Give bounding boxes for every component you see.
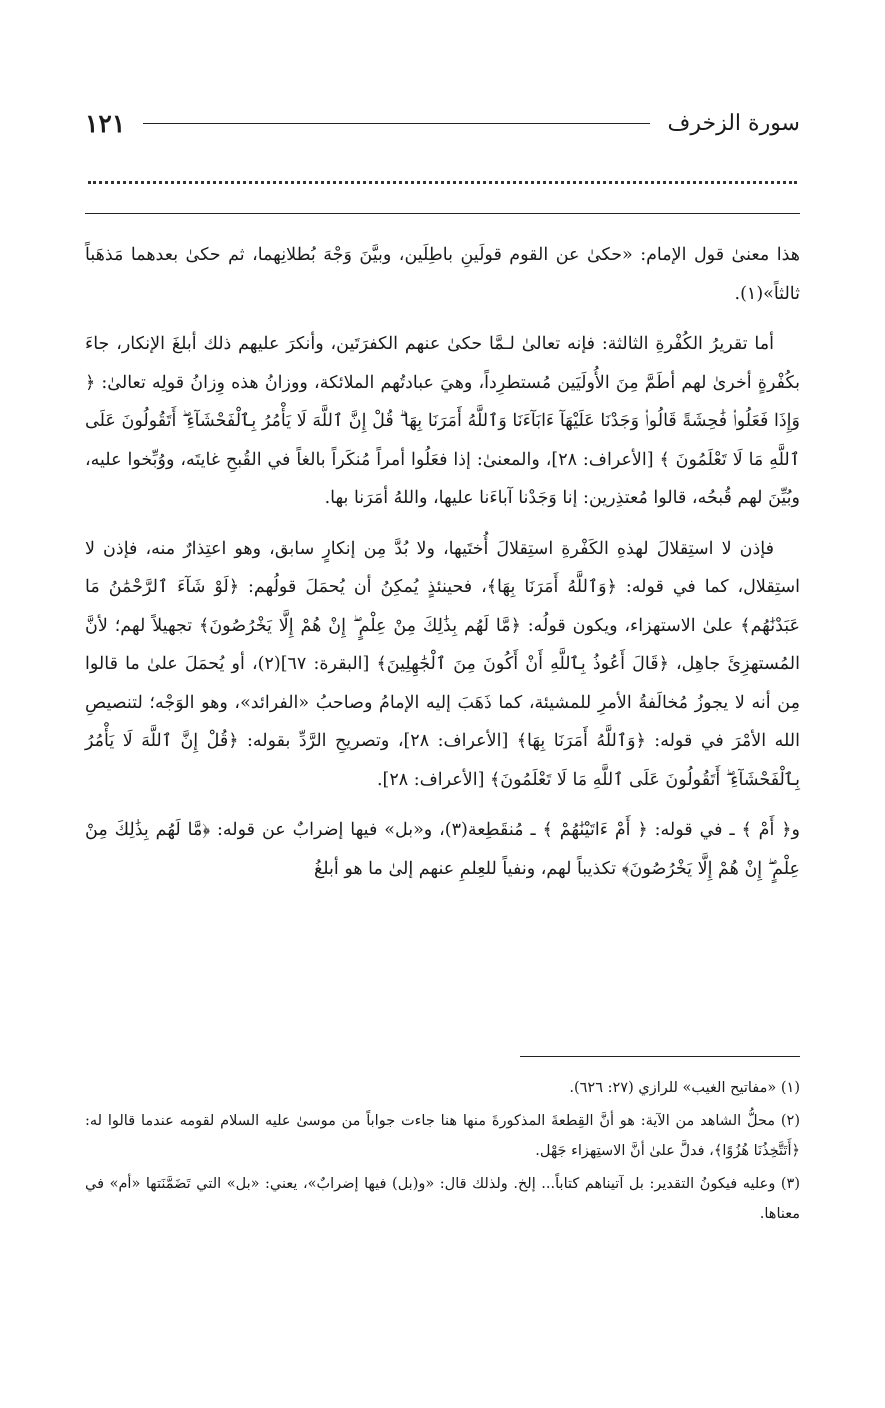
page-number: ١٢١ — [85, 108, 126, 138]
running-title: سورة الزخرف — [667, 110, 800, 136]
footnote: (٢) محلُّ الشاهد من الآية: هو أنَّ القِطعةَ المذكورةَ منها هنا جاءت جواباً من موسىٰ عليه السلام لقومه عندما قالوا له: ﴿أَتَتَّخِذُنَا هُزُوًا﴾، فدلَّ علىٰ أنَّ الاستِهزاء جَهْل. — [85, 1113, 800, 1159]
footnote: (٣) وعليه فيكونُ التقدير: بل آتيناهم كتاباً... إلخ. ولذلك قال: «و(بل) فيها إضرابٌ»، يعني: «بل» التي تَضَمَّنَتها «أم» في معناها. — [85, 1176, 800, 1222]
main-text — [85, 236, 800, 900]
header-divider — [85, 213, 800, 214]
footnote: (١) «مفاتيح الغيب» للرازي (٢٧: ٦٢٦). — [569, 1080, 800, 1096]
paragraph: فإذن لا استِقلالَ لهذهِ الكَفْرةِ استِقلالَ أُختَيها، ولا بُدَّ مِن إنكارٍ سابق، وهو اعتِذارٌ منه، فإذن لا استِقلال، كما في قوله: ﴿وَٱللَّهُ أَمَرَنَا بِهَا﴾، فحينئذٍ يُمكِنُ أن يُحمَلَ قولُهم: ﴿لَوْ شَآءَ ٱلرَّحْمَٰنُ مَا عَبَدْنَٰهُم﴾ علىٰ الاستهزاء، ويكون قولُه: ﴿مَّا لَهُم بِذَٰلِكَ مِنْ عِلْمٍ ۖ إِنْ هُمْ إِلَّا يَخْرُصُونَ﴾ تجهيلاً لهم؛ لأنَّ المُستهزِئَ جاهِل، ﴿قَالَ أَعُوذُ بِٱللَّهِ أَنْ أَكُونَ مِنَ ٱلْجَٰهِلِينَ﴾ [البقرة: ٦٧](٢)، أو يُحمَلَ علىٰ ما قالوا مِن أنه لا يجوزُ مُخالَفةُ الأمرِ للمشيئة، كما ذَهَبَ إليه الإمامُ وصاحبُ «الفرائد»، وهو الوَجْه؛ لتنصيصِ الله الأمْرَ في قوله: ﴿وَٱللَّهُ أَمَرَنَا بِهَا﴾ [الأعراف: ٢٨]، وتصريحِ الرَّدِّ بقوله: ﴿قُلْ إِنَّ ٱللَّهَ لَا يَأْمُرُ بِٱلْفَحْشَآءِ ۖ أَتَقُولُونَ عَلَى ٱللَّهِ مَا لَا تَعْلَمُونَ﴾ [الأعراف: ٢٨]. — [85, 538, 800, 790]
footnote-separator — [520, 1056, 800, 1057]
paragraph: هذا معنىٰ قول الإمام: «حكىٰ عن القوم قولَينِ باطِلَين، وبيَّنَ وَجْهَ بُطلانِهما، ثم حكىٰ بعدهما مَذهَباً ثالثاً»(١). — [85, 245, 800, 304]
paragraph: و﴿ أَمْ ﴾ ـ في قوله: ﴿ أَمْ ءَاتَيْنَٰهُمْ ﴾ ـ مُنقَطِعة(٣)، و«بل» فيها إضرابٌ عن قوله: ﴿مَّا لَهُم بِذَٰلِكَ مِنْ عِلْمٍ ۖ إِنْ هُمْ إِلَّا يَخْرُصُونَ﴾ تكذيباً لهم، ونفياً للعِلمِ عنهم إلىٰ ما هو أبلغُ — [85, 820, 800, 879]
dotted-divider — [88, 181, 797, 184]
header-rule — [143, 123, 649, 124]
page-header — [85, 98, 800, 148]
paragraph: أما تقريرُ الكُفْرةِ الثالثة: فإنه تعالىٰ لـمَّا حكىٰ عنهم الكفرَتَين، وأنكرَ عليهم ذلك أبلغَ الإنكار، جاءَ بكُفْرةٍ أخرىٰ لهم أطَمَّ مِنَ الأُولَيَين مُستطرِداً، وهيَ عبادتُهم الملائكة، ووزانُ هذه وِزانُ قولِه تعالىٰ: ﴿ وَإِذَا فَعَلُوا۟ فَٰحِشَةً قَالُوا۟ وَجَدْنَا عَلَيْهَآ ءَابَآءَنَا وَٱللَّهُ أَمَرَنَا بِهَا ۗ قُلْ إِنَّ ٱللَّهَ لَا يَأْمُرُ بِٱلْفَحْشَآءِ ۖ أَتَقُولُونَ عَلَى ٱللَّهِ مَا لَا تَعْلَمُونَ ﴾ [الأعراف: ٢٨]، والمعنىٰ: إذا فعَلُوا أمراً مُنكَراً بالغاً في القُبحِ غايتَه، ووُبِّخوا عليه، وبُيِّنَ لهم قُبحُه، قالوا مُعتذِرين: إنا وَجَدْنا آباءَنا عليها، واللهُ أمَرَنا بها. — [85, 334, 800, 508]
footnotes — [85, 1073, 800, 1232]
